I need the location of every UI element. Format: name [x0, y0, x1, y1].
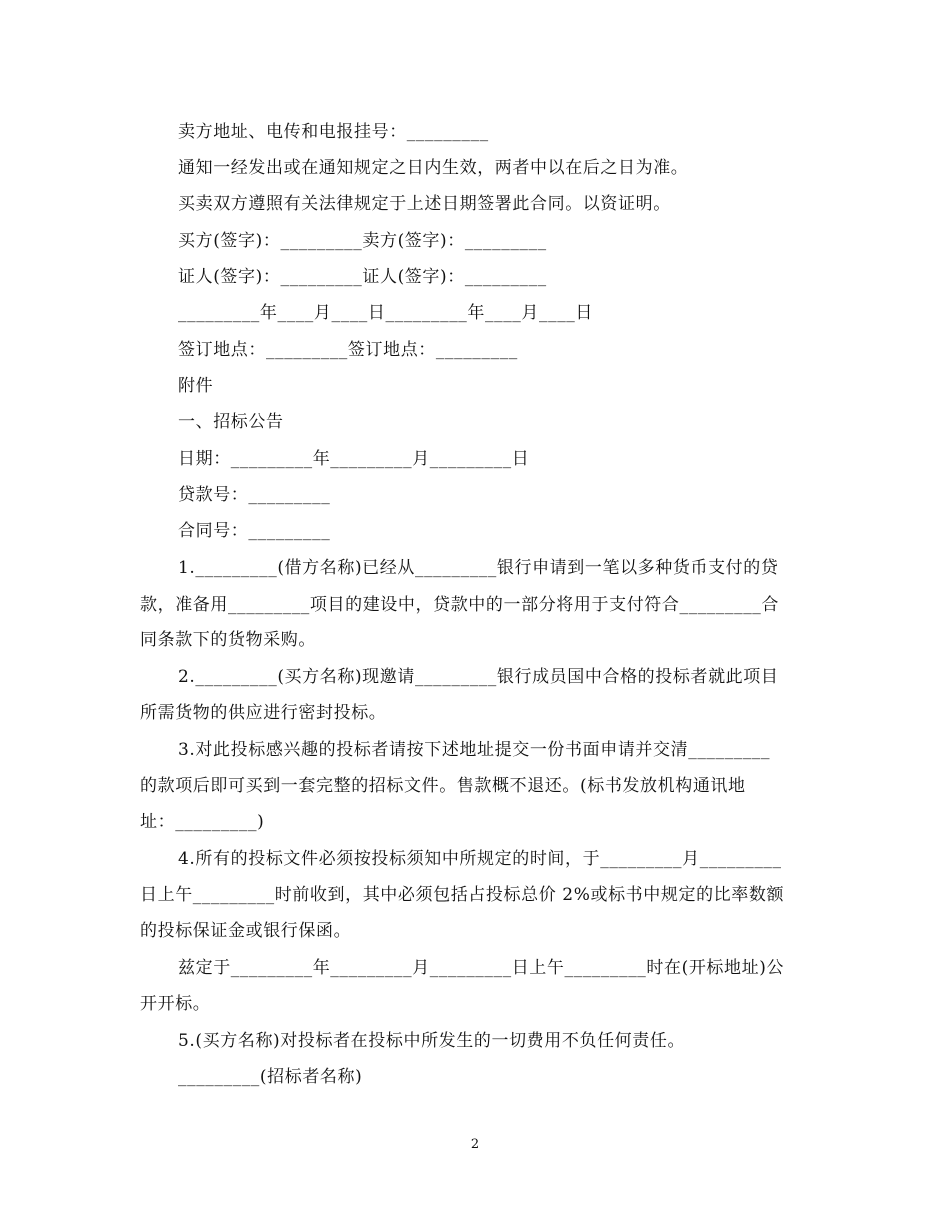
clause-1-line-1: 1._________(借方名称)已经从_________银行申请到一笔以多种货币支付的贷 [178, 558, 779, 578]
page-number: 2 [470, 1137, 480, 1152]
buyer-seller-signature-line: 买方(签字)：_________卖方(签字)：_________ [178, 231, 547, 251]
clause-3-line-2: 的款项后即可买到一套完整的招标文件。售款概不退还。(标书发放机构通讯地 [140, 776, 746, 796]
witness-signature-line: 证人(签字)：_________证人(签字)：_________ [178, 267, 547, 287]
clause-1-line-3: 同条款下的货物采购。 [140, 630, 316, 650]
clause-3-line-3: 址：_________) [140, 812, 265, 832]
tender-notice-heading: 一、招标公告 [178, 412, 284, 432]
date-signature-line: _________年____月____日_________年____月____日 [178, 303, 593, 323]
clause-2-line-1: 2._________(买方名称)现邀请_________银行成员国中合格的投标者就此项目 [178, 667, 779, 687]
loan-number-line: 贷款号：_________ [178, 485, 331, 505]
clause-1-line-2: 款，准备用_________项目的建设中，贷款中的一部分将用于支付符合_________合 [140, 595, 779, 615]
clause-4-line-3: 的投标保证金或银行保函。 [140, 921, 352, 941]
notice-effective-line: 通知一经发出或在通知规定之日内生效，两者中以在后之日为准。 [178, 158, 689, 178]
contract-number-line: 合同号：_________ [178, 521, 331, 541]
clause-2-line-2: 所需货物的供应进行密封投标。 [140, 703, 387, 723]
clause-4-line-1: 4.所有的投标文件必须按投标须知中所规定的时间，于_________月_________ [178, 849, 782, 869]
attachment-heading: 附件 [178, 376, 214, 396]
notice-date-line: 日期：_________年_________月_________日 [178, 449, 530, 469]
clause-3-line-1: 3.对此投标感兴趣的投标者请按下述地址提交一份书面申请并交清_________ [178, 740, 771, 760]
tenderer-name-line: _________(招标者名称) [178, 1067, 363, 1087]
signing-statement-line: 买卖双方遵照有关法律规定于上述日期签署此合同。以资证明。 [178, 194, 671, 214]
clause-5-line: 5.(买方名称)对投标者在投标中所发生的一切费用不负任何责任。 [178, 1031, 686, 1051]
bid-opening-line-2: 开开标。 [140, 994, 211, 1014]
seller-address-line: 卖方地址、电传和电报挂号：_________ [178, 122, 489, 142]
bid-opening-line-1: 兹定于_________年_________月_________日上午_________时在(开标地址)公 [178, 958, 785, 978]
signing-place-line: 签订地点：_________签订地点：_________ [178, 340, 518, 360]
clause-4-line-2: 日上午_________时前收到，其中必须包括占投标总价 2%或标书中规定的比率数额 [140, 885, 785, 905]
